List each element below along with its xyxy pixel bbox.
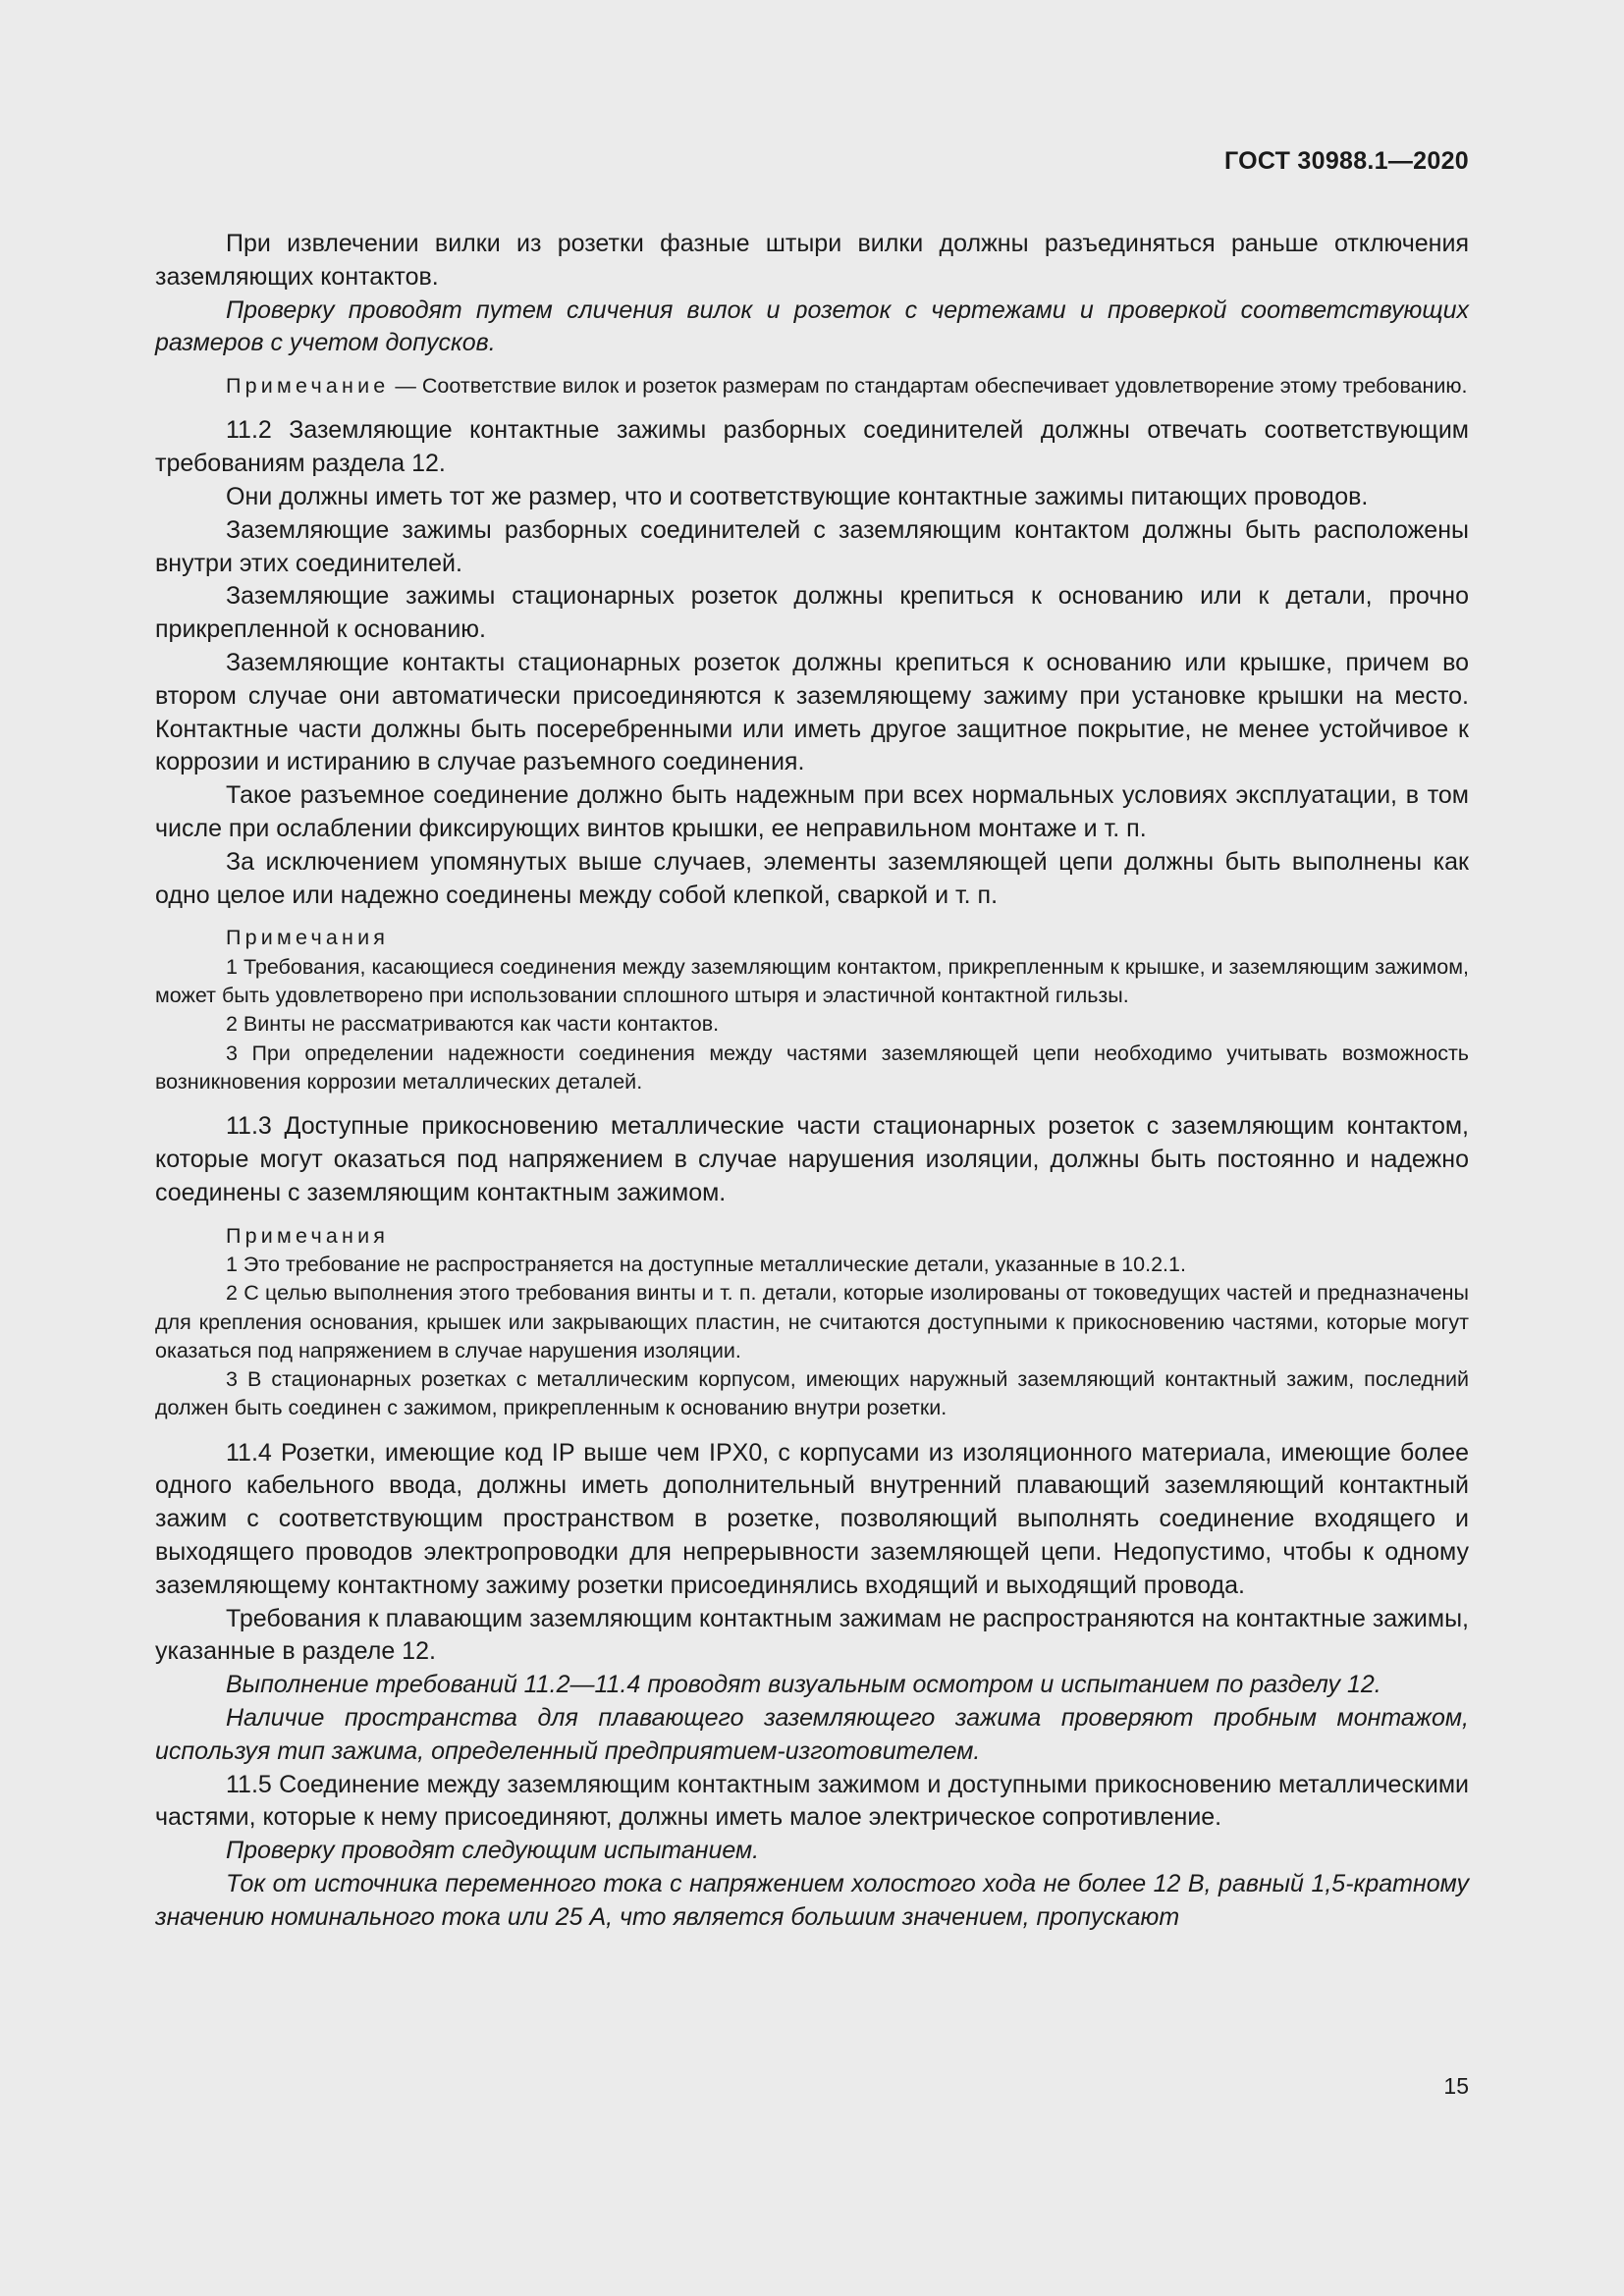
note-item: 3 В стационарных розетках с металлическим корпусом, имеющих наружный заземляющий контактный зажим, последний должен быть соединен с зажимом, прикрепленным к основанию внутри розетки. — [155, 1367, 1469, 1420]
clause-11-3: 11.3 Доступные прикосновению металлические части стационарных розеток с заземляющим контактом, которые могут оказаться под напряжением в случае нарушения изоляции, должны быть постоянно и надежно соединены с заземляющим контактным зажимом. — [155, 1112, 1469, 1206]
page-number: 15 — [1443, 2073, 1469, 2099]
note-item: 1 Это требование не распространяется на доступные металлические детали, указанные в 10.2.1. — [226, 1252, 1186, 1276]
clause-11-2: 11.2 Заземляющие контактные зажимы разборных соединителей должны отвечать соответствующим требованиям раздела 12. — [155, 416, 1469, 478]
test-method-paragraph: Выполнение требований 11.2—11.4 проводят визуальным осмотром и испытанием по разделу 12. — [226, 1671, 1381, 1699]
test-method-paragraph: Проверку проводят путем сличения вилок и розеток с чертежами и проверкой соответствующих размеров с учетом допусков. — [155, 295, 1469, 357]
paragraph: При извлечении вилки из розетки фазные штыри вилки должны разъединяться раньше отключения заземляющих контактов. — [155, 230, 1469, 291]
paragraph: Они должны иметь тот же размер, что и соответствующие контактные зажимы питающих проводов. — [226, 483, 1369, 511]
paragraph: За исключением упомянутых выше случаев, элементы заземляющей цепи должны быть выполнены как одно целое или надежно соединены между собой клепкой, сваркой и т. п. — [155, 847, 1469, 909]
note-item: 2 С целью выполнения этого требования винты и т. п. детали, которые изолированы от токоведущих частей и предназначены для крепления основания, крышек или закрывающих пластин, не считаются доступными к прикосновению частями, которые могут оказаться под напряжением в случае нарушения изоляции. — [155, 1281, 1469, 1362]
clause-11-5: 11.5 Соединение между заземляющим контактным зажимом и доступными прикосновению металлическими частями, которые к нему присоединяют, должны иметь малое электрическое сопротивление. — [155, 1770, 1469, 1832]
clause-11-4: 11.4 Розетки, имеющие код IP выше чем IPX0, с корпусами из изоляционного материала, имеющие более одного кабельного ввода, должны иметь дополнительный внутренний плавающий заземляющий контактный зажим с соответствующим пространством в розетке, позволяющий выполнять соединение входящего и выходящего проводов электропроводки для непрерывности заземляющей цепи. Недопустимо, чтобы к одному заземляющему контактному зажиму розетки присоединялись входящий и выходящий провода. — [155, 1438, 1469, 1599]
note-item: 3 При определении надежности соединения между частями заземляющей цепи необходимо учитывать возможность возникновения коррозии металлических деталей. — [155, 1041, 1469, 1094]
document-code: ГОСТ 30988.1—2020 — [1223, 147, 1469, 175]
page-body — [155, 228, 1469, 1935]
test-method-paragraph: Наличие пространства для плавающего заземляющего зажима проверяют пробным монтажом, используя тип зажима, определенный предприятием-изготовителем. — [155, 1704, 1469, 1765]
paragraph: Заземляющие контакты стационарных розеток должны крепиться к основанию или крышке, причем во втором случае они автоматически присоединяются к заземляющему зажиму при установке крышки на место. Контактные части должны быть посеребренными или иметь другое защитное покрытие, не менее устойчивое к коррозии и истиранию в случае разъемного соединения. — [155, 649, 1469, 776]
test-method-paragraph: Ток от источника переменного тока с напряжением холостого хода не более 12 В, равный 1,5-кратному значению номинального тока или 25 А, что является большим значением, пропускают — [155, 1870, 1469, 1931]
note-item: 2 Винты не рассматриваются как части контактов. — [226, 1012, 720, 1037]
note-label: Примечание — [226, 374, 390, 399]
note — [155, 372, 1469, 400]
notes-heading: Примечания — [226, 1223, 390, 1248]
paragraph: Такое разъемное соединение должно быть надежным при всех нормальных условиях эксплуатации, в том числе при ослаблении фиксирующих винтов крышки, ее неправильном монтаже и т. п. — [155, 781, 1469, 843]
note-item: 1 Требования, касающиеся соединения между заземляющим контактом, прикрепленным к крышке, и заземляющим зажимом, может быть удовлетворено при использовании сплошного штыря и эластичной контактной гильзы. — [155, 954, 1469, 1008]
notes-heading: Примечания — [226, 926, 390, 950]
paragraph: Требования к плавающим заземляющим контактным зажимам не распространяются на контактные зажимы, указанные в разделе 12. — [155, 1604, 1469, 1666]
paragraph: Заземляющие зажимы разборных соединителей с заземляющим контактом должны быть расположены внутри этих соединителей. — [155, 515, 1469, 577]
note-text: — Соответствие вилок и розеток размерам по стандартам обеспечивает удовлетворение этому требованию. — [389, 374, 1468, 399]
test-method-paragraph: Проверку проводят следующим испытанием. — [226, 1837, 760, 1865]
paragraph: Заземляющие зажимы стационарных розеток должны крепиться к основанию или к детали, прочно прикрепленной к основанию. — [155, 582, 1469, 644]
